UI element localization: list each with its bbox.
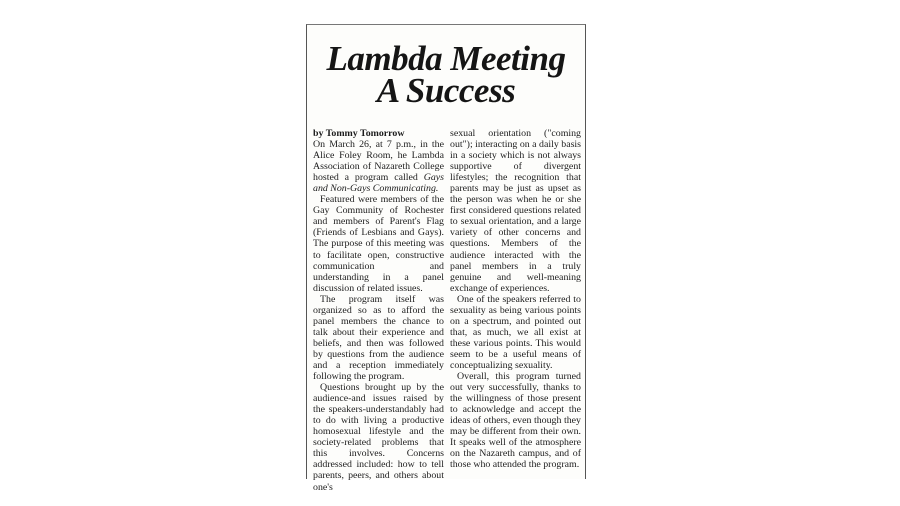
- newspaper-clipping: [306, 24, 586, 493]
- paragraph-3: The program itself was organized so as to afford the panel members the chance to talk about their experience and beliefs, and then was followed by questions from the audience and a reception immediately following the program.: [313, 293, 444, 383]
- column-left: [313, 128, 444, 493]
- paragraph-7: Overall, this program turned out very successfully, thanks to the willingness of those present to acknowledge and accept the ideas of others, even though they may be different from their own. It speaks well of the atmosphere on the Nazareth campus, and of those who attended the program.: [450, 371, 581, 471]
- program-title: Gays and Non-Gays Communicating.: [313, 172, 444, 195]
- headline-line-2: A Success: [376, 71, 516, 110]
- headline-line-1: Lambda Meeting: [326, 39, 566, 78]
- paragraph-1: [313, 139, 444, 194]
- article-body: [313, 128, 581, 493]
- headline: [307, 25, 585, 110]
- paragraph-2: Featured were members of the Gay Community of Rochester and members of Parent's Flag (Friends of Lesbians and Gays). The purpose of this meeting was to facilitate open, constructive communication and understanding in a panel discussion of related issues.: [313, 194, 444, 294]
- paragraph-5: sexual orientation ("coming out"); interacting on a daily basis in a society which is not always supportive of divergent lifestyles; the recognition that parents may be just as upset as the person was when he or she first considered questions related to sexual orientation, and a large variety of other concerns and questions. Members of the audience interacted with the panel members in a truly genuine and well-meaning exchange of experiences.: [450, 128, 582, 294]
- paragraph-4: Questions brought up by the audience-and issues raised by the speakers-understandably had to do with living a productive homosexual lifestyle and the society-related problems that this involves. Concerns addressed included: how to tell parents, peers, and others about one's: [313, 382, 444, 493]
- column-right: [450, 128, 581, 493]
- paragraph-6: One of the speakers referred to sexuality as being various points on a spectrum, and pointed out that, as much, we all exist at these various points. This would seem to be a useful means of conceptualizing sexuality.: [450, 293, 581, 371]
- paragraph-1-text: On March 26, at 7 p.m., in the Alice Foley Room, he Lambda Association of Nazareth College hosted a program called: [313, 139, 444, 184]
- byline: by Tommy Tomorrow: [313, 128, 405, 139]
